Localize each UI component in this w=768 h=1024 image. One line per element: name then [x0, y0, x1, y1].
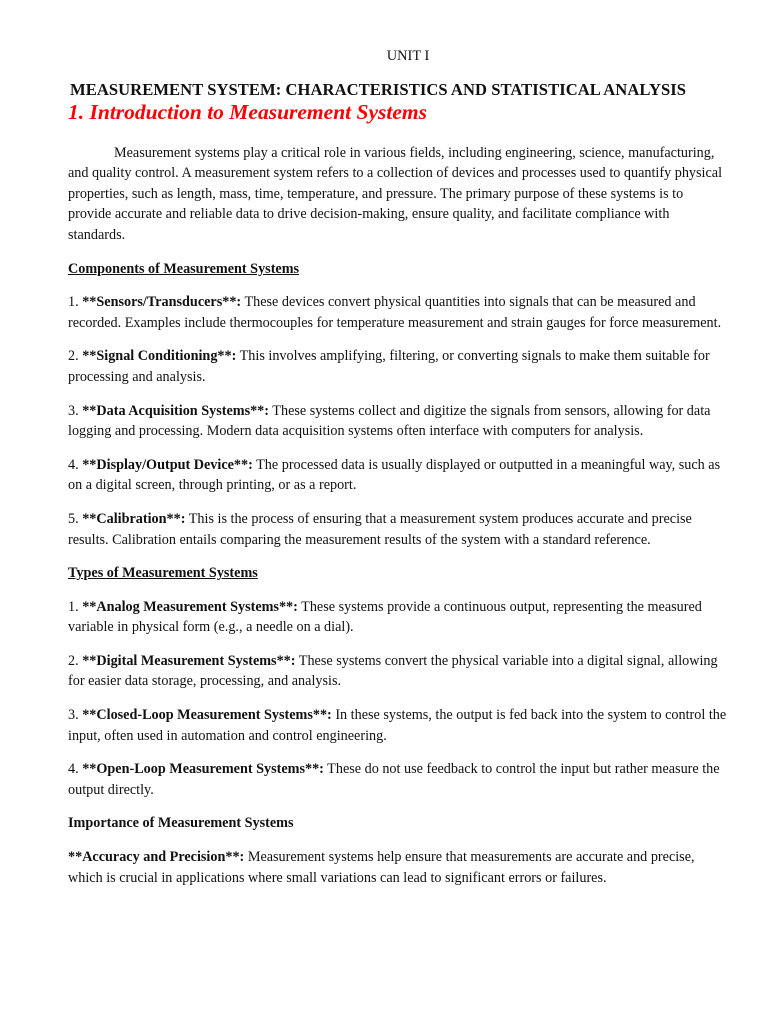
item-number: 4. — [68, 456, 83, 473]
item-term: **Data Acquisition Systems**: — [82, 402, 270, 419]
list-item — [68, 759, 730, 800]
item-text: These systems convert the physical variable into a digital signal, allowing for easier data storage, processing, and analysis. — [68, 652, 718, 690]
list-item — [68, 401, 730, 442]
list-item — [68, 597, 730, 638]
item-number: 5. — [68, 510, 83, 527]
list-item — [68, 292, 730, 333]
item-term: **Open-Loop Measurement Systems**: — [82, 761, 324, 778]
intro-paragraph: Measurement systems play a critical role in various fields, including engineering, science, manufacturing, and quality control. A measurement system refers to a collection of devices and processes used to quantify physical properties, such as length, mass, time, temperature, and pressure. The primary purpose of these systems is to provide accurate and reliable data to drive decision-making, ensure quality, and facilitate compliance with standards. — [68, 144, 723, 243]
unit-label: UNIT I — [386, 48, 430, 64]
item-term: **Sensors/Transducers**: — [82, 294, 242, 311]
item-term: **Analog Measurement Systems**: — [82, 598, 298, 615]
item-text: These do not use feedback to control the input but rather measure the output directly. — [68, 761, 720, 798]
item-text: This is the process of ensuring that a measurement system produces accurate and precise results. Calibration entails comparing the measurement results of the system with a standard reference. — [68, 510, 692, 548]
item-number: 1. — [68, 598, 83, 615]
types-heading: Types of Measurement Systems — [68, 565, 258, 582]
item-number: 4. — [68, 761, 83, 778]
item-text: This involves amplifying, filtering, or converting signals to make them suitable for processing and analysis. — [68, 348, 710, 385]
item-text: Measurement systems help ensure that measurements are accurate and precise, which is crucial in applications where small variations can lead to significant errors or failures. — [68, 849, 695, 886]
item-number: 3. — [68, 707, 83, 724]
item-text: These systems provide a continuous output, representing the measured variable in physical form (e.g., a needle on a dial). — [68, 598, 702, 636]
list-item — [68, 651, 730, 692]
item-term: **Closed-Loop Measurement Systems**: — [82, 707, 332, 724]
item-text: These systems collect and digitize the signals from sensors, allowing for data logging and processing. Modern data acquisition systems often interface with computers for analysis. — [68, 402, 711, 440]
item-term: **Display/Output Device**: — [82, 456, 253, 473]
item-term: **Signal Conditioning**: — [82, 348, 237, 365]
list-item — [68, 509, 730, 550]
item-term: **Accuracy and Precision**: — [68, 849, 245, 866]
list-item — [68, 346, 730, 387]
document-page — [68, 46, 730, 901]
item-number: 1. — [68, 294, 83, 311]
list-item — [68, 847, 730, 888]
types-list — [68, 597, 730, 801]
item-number: 3. — [68, 402, 83, 419]
item-text: These devices convert physical quantities into signals that can be measured and recorded. Examples include thermocouples for temperature measurement and strain gauges for force measurement. — [68, 294, 722, 331]
item-number: 2. — [68, 348, 83, 365]
item-text: In these systems, the output is fed back into the system to control the input, often used in automation and control engineering. — [68, 707, 727, 744]
components-list — [68, 292, 730, 550]
list-item — [68, 705, 730, 746]
importance-list — [68, 847, 730, 888]
list-item — [68, 455, 730, 496]
item-term: **Digital Measurement Systems**: — [82, 652, 296, 669]
section-title: 1. Introduction to Measurement Systems — [68, 99, 427, 124]
item-number: 2. — [68, 652, 83, 669]
importance-heading: Importance of Measurement Systems — [68, 815, 294, 832]
components-heading: Components of Measurement Systems — [68, 260, 300, 277]
item-text: The processed data is usually displayed or outputted in a meaningful way, such as on a digital screen, through printing, or as a report. — [68, 456, 721, 494]
main-title: MEASUREMENT SYSTEM: CHARACTERISTICS AND STATISTICAL ANALYSIS — [70, 79, 687, 99]
item-term: **Calibration**: — [82, 510, 186, 527]
